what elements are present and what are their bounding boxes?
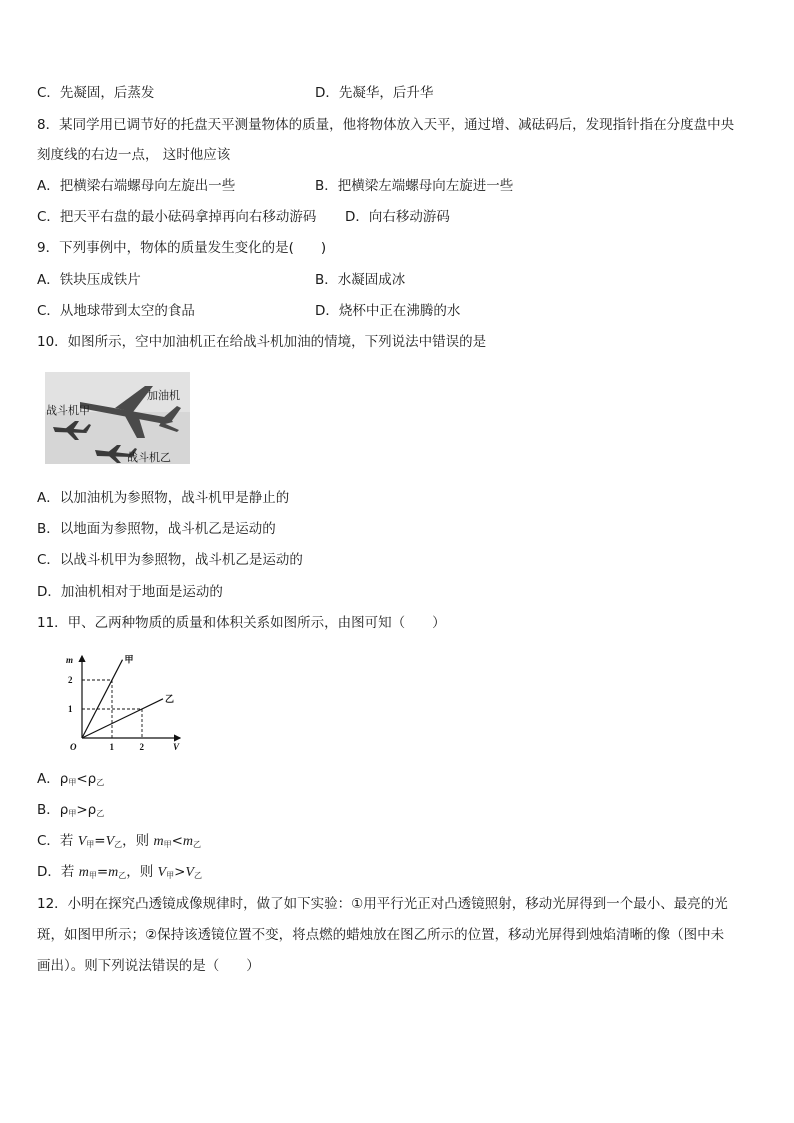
mass-volume-graph (60, 650, 185, 760)
series-label-1: 乙 (165, 693, 175, 704)
y-tick-label-1: 1 (68, 704, 73, 714)
q11-c-v2: V (105, 834, 115, 849)
refueling-aircraft-photo (45, 372, 190, 464)
q11-b-prefix: B．ρ (37, 802, 69, 818)
y-axis-label: m (66, 655, 74, 665)
q11-d-v2: m (108, 865, 119, 880)
q12-stem-line2: 斑，如图甲所示；②保持该透镜位置不变，将点燃的蜡烛放在图乙所示的位置，移动光屏得到烛焰清晰的像（图中未 (37, 927, 725, 943)
q10-option-d: D．加油机相对于地面是运动的 (37, 584, 223, 600)
q10-option-c: C．以战斗机甲为参照物，战斗机乙是运动的 (37, 552, 303, 568)
origin-label: O (70, 742, 77, 752)
series-line-0 (82, 660, 123, 738)
series-line-1 (82, 699, 163, 738)
q11-d-m2: V (185, 865, 194, 880)
q10-stem: 10．如图所示，空中加油机正在给战斗机加油的情境，下列说法中错误的是 (37, 334, 487, 350)
q8-option-c: C．把天平右盘的最小砝码拿掉再向右移动游码 (37, 209, 317, 225)
q11-b-sub1: 甲 (68, 809, 77, 818)
q10-option-a: A．以加油机为参照物，战斗机甲是静止的 (37, 490, 290, 506)
series-label-0: 甲 (124, 654, 134, 665)
q7-option-d: D．先凝华，后升华 (315, 85, 434, 101)
label-tanker: 加油机 (147, 389, 180, 402)
q8-option-a: A．把横梁右端螺母向左旋出一些 (37, 178, 236, 194)
q9-stem: 9．下列事例中，物体的质量发生变化的是( ) (37, 240, 327, 256)
q12-stem-line3: 画出）。则下列说法错误的是（ ） (37, 958, 260, 974)
q8-option-b: B．把横梁左端螺母向左旋进一些 (315, 178, 514, 194)
q11-d-eq: = (96, 864, 109, 880)
q11-option-a (37, 770, 104, 792)
q11-a-sub2: 乙 (96, 778, 105, 787)
q11-d-sub3: 甲 (166, 871, 175, 880)
q11-d-then: ，则 (126, 864, 158, 880)
q11-d-op: > (174, 864, 186, 880)
q11-c-then: ，则 (122, 833, 154, 849)
q11-c-v1: V (77, 834, 87, 849)
q9-option-c: C．从地球带到太空的食品 (37, 303, 195, 319)
q11-c-prefix: C．若 (37, 833, 78, 849)
q8-stem-line1: 8．某同学用已调节好的托盘天平测量物体的质量，他将物体放入天平，通过增、减砝码后，发现指针指在分度盘中央 (37, 117, 735, 133)
q11-c-sub1: 甲 (86, 840, 95, 849)
q11-a-prefix: A．ρ (37, 771, 69, 787)
q7-option-c: C．先凝固，后蒸发 (37, 85, 155, 101)
x-axis-label: V (173, 742, 180, 752)
q11-d-sub4: 乙 (193, 871, 202, 880)
q11-c-op: < (171, 833, 183, 849)
x-tick-label-1: 1 (109, 742, 114, 752)
q11-c-sub2: 乙 (114, 840, 123, 849)
q11-c-sub3: 甲 (163, 840, 172, 849)
q11-d-sub1: 甲 (88, 871, 97, 880)
q9-option-b: B．水凝固成冰 (315, 272, 406, 288)
q11-c-eq: = (94, 833, 106, 849)
q11-b-sub2: 乙 (96, 809, 105, 818)
q8-stem-line2: 刻度线的右边一点， 这时他应该 (37, 147, 231, 163)
q11-c-m2: m (182, 834, 194, 849)
q8-option-d: D．向右移动游码 (345, 209, 450, 225)
q11-c-sub4: 乙 (193, 840, 202, 849)
q9-option-d: D．烧杯中正在沸腾的水 (315, 303, 461, 319)
q11-option-c (37, 832, 201, 854)
q11-d-m1: V (157, 865, 167, 880)
label-fighter-b: 战斗机乙 (127, 451, 171, 464)
q10-option-b: B．以地面为参照物，战斗机乙是运动的 (37, 521, 276, 537)
q11-a-sub1: 甲 (68, 778, 77, 787)
q11-option-b (37, 801, 104, 823)
q11-d-v1: m (78, 865, 89, 880)
q11-stem: 11．甲、乙两种物质的质量和体积关系如图所示，由图可知（ ） (37, 615, 446, 631)
q9-option-a: A．铁块压成铁片 (37, 272, 141, 288)
q11-option-d (37, 863, 202, 885)
q11-d-sub2: 乙 (118, 871, 127, 880)
q11-a-mid: <ρ (76, 771, 97, 787)
q12-stem-line1: 12．小明在探究凸透镜成像规律时，做了如下实验：①用平行光正对凸透镜照射，移动光屏得到一个最小、最亮的光 (37, 896, 728, 912)
q11-c-m1: m (153, 834, 164, 849)
q11-d-prefix: D．若 (37, 864, 79, 880)
q11-b-mid: >ρ (76, 802, 97, 818)
label-fighter-a: 战斗机甲 (46, 404, 90, 417)
y-tick-label-2: 2 (68, 675, 73, 685)
x-tick-label-2: 2 (139, 742, 144, 752)
